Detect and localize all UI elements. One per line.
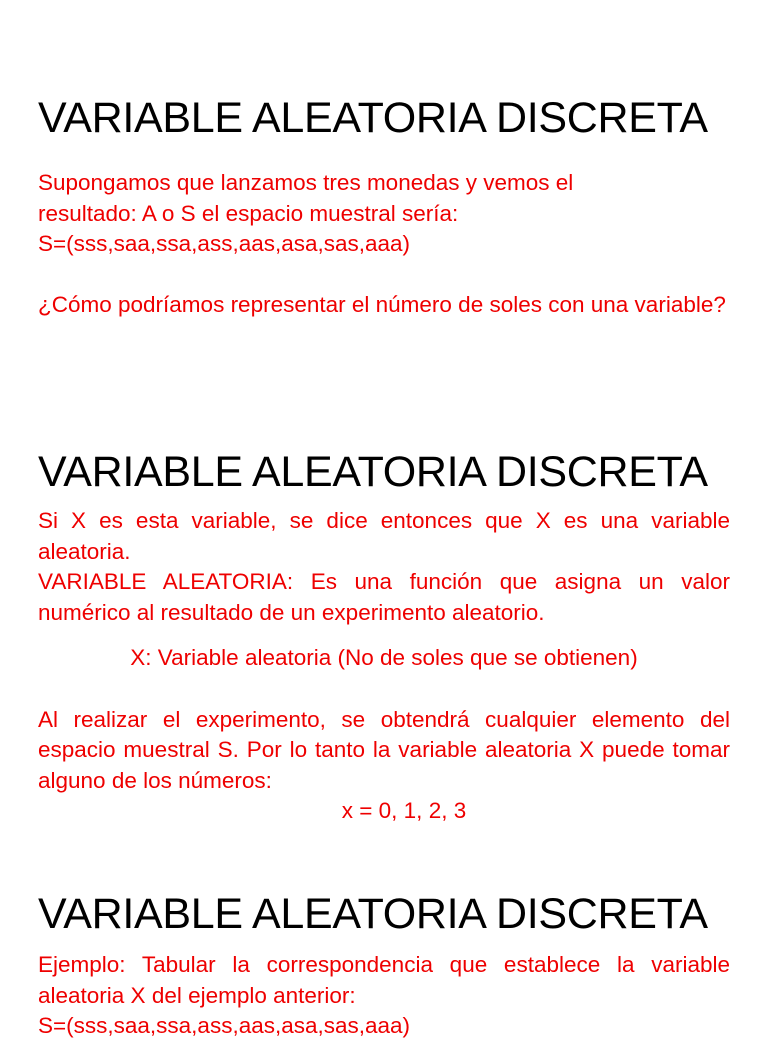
sample-space: S=(sss,saa,ssa,ass,aas,asa,sas,aaa) <box>38 1013 411 1038</box>
spacer <box>38 674 730 705</box>
variable-description: X: Variable aleatoria (No de soles que se obtienen) <box>130 645 638 670</box>
paragraph-example: Ejemplo: Tabular la correspondencia que establece la variable aleatoria X del ejemplo anterior: <box>38 952 730 1008</box>
slide-title: VARIABLE ALEATORIA DISCRETA <box>38 94 708 142</box>
paragraph-definition: VARIABLE ALEATORIA: Es una función que asigna un valor numérico al resultado de un experimento aleatorio. <box>38 569 730 625</box>
slide-body <box>38 506 730 827</box>
spacer <box>38 260 730 291</box>
slide-2 <box>38 448 730 827</box>
paragraph-intro-line-1: Supongamos que lanzamos tres monedas y vemos el <box>38 170 574 195</box>
slide-3 <box>38 890 730 1042</box>
paragraph-question: ¿Cómo podríamos representar el número de soles con una variable? <box>38 292 726 317</box>
paragraph-variable: Si X es esta variable, se dice entonces que X es una variable aleatoria. <box>38 508 730 564</box>
variable-values: x = 0, 1, 2, 3 <box>341 798 467 823</box>
slide-title: VARIABLE ALEATORIA DISCRETA <box>38 890 708 938</box>
paragraph-intro-line-2: resultado: A o S el espacio muestral sería: <box>38 200 459 226</box>
spacer <box>38 628 730 643</box>
paragraph-experiment: Al realizar el experimento, se obtendrá cualquier elemento del espacio muestral S. Por lo tanto la variable aleatoria X puede tomar alguno de los números: <box>38 706 730 793</box>
slide-body <box>38 950 730 1042</box>
slide-title: VARIABLE ALEATORIA DISCRETA <box>38 448 708 496</box>
sample-space: S=(sss,saa,ssa,ass,aas,asa,sas,aaa) <box>38 231 411 256</box>
slide-body <box>38 168 730 321</box>
slide-1 <box>38 94 730 321</box>
